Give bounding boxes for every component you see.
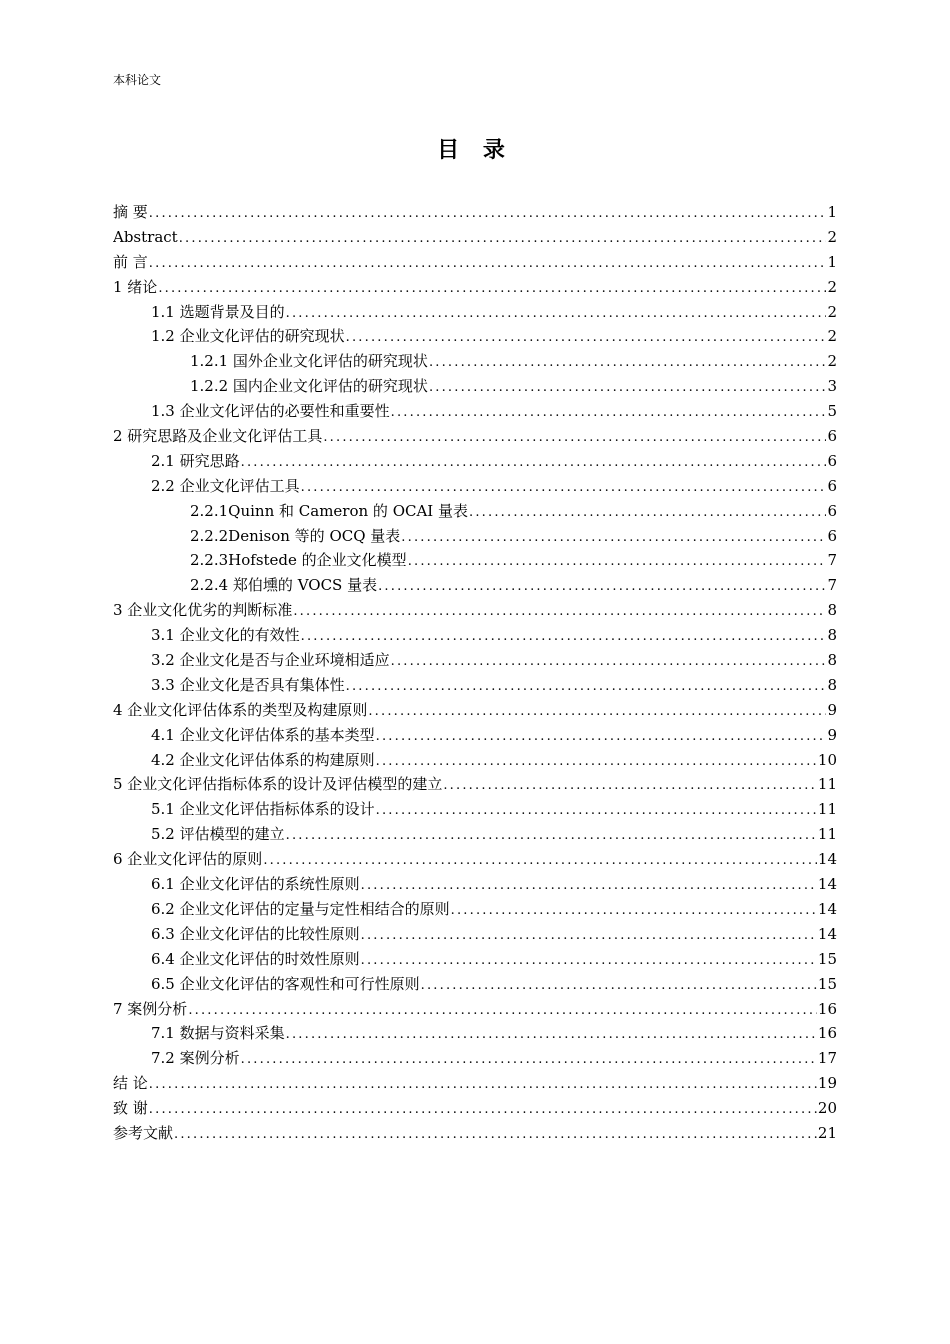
toc-entry[interactable] xyxy=(113,748,837,773)
toc-dot-leader xyxy=(149,202,827,225)
toc-entry-label: 3.1 企业文化的有效性 xyxy=(151,626,300,645)
toc-entry-page-number: 6 xyxy=(827,451,837,470)
toc-entry[interactable] xyxy=(113,847,837,872)
toc-entry-page-number: 5 xyxy=(827,402,837,421)
toc-entry-page-number: 15 xyxy=(817,949,837,968)
toc-entry-label: 6.4 企业文化评估的时效性原则 xyxy=(151,949,360,968)
toc-entry-label: 5 企业文化评估指标体系的设计及评估模型的建立 xyxy=(113,775,443,794)
toc-dot-leader xyxy=(149,252,827,275)
toc-entry-label: 4.2 企业文化评估体系的构建原则 xyxy=(151,750,375,769)
toc-entry[interactable] xyxy=(113,548,837,573)
toc-dot-leader xyxy=(241,451,827,474)
toc-entry-page-number: 10 xyxy=(817,750,837,769)
toc-dot-leader xyxy=(346,675,827,698)
toc-entry-page-number: 9 xyxy=(827,725,837,744)
toc-entry-page-number: 15 xyxy=(817,974,837,993)
toc-entry-page-number: 6 xyxy=(827,427,837,446)
toc-dot-leader xyxy=(429,376,827,399)
toc-entry-label: 6.3 企业文化评估的比较性原则 xyxy=(151,924,360,943)
toc-entry-label: 1.2.1 国外企业文化评估的研究现状 xyxy=(190,352,428,371)
toc-entry-page-number: 14 xyxy=(817,899,837,918)
toc-entry[interactable] xyxy=(113,474,837,499)
toc-entry[interactable] xyxy=(113,424,837,449)
toc-entry-label: 2.2.4 郑伯壎的 VOCS 量表 xyxy=(190,576,378,595)
toc-entry-label: Abstract xyxy=(113,227,178,246)
toc-entry[interactable] xyxy=(113,349,837,374)
toc-entry[interactable] xyxy=(113,399,837,424)
toc-entry-page-number: 6 xyxy=(827,501,837,520)
toc-dot-leader xyxy=(391,650,827,673)
toc-entry-label: 2.1 研究思路 xyxy=(151,451,240,470)
toc-entry-page-number: 7 xyxy=(827,551,837,570)
toc-dot-leader xyxy=(408,550,827,573)
toc-entry[interactable] xyxy=(113,623,837,648)
toc-entry-page-number: 8 xyxy=(827,675,837,694)
toc-entry-page-number: 6 xyxy=(827,476,837,495)
toc-entry-page-number: 2 xyxy=(827,302,837,321)
toc-entry[interactable] xyxy=(113,1121,837,1146)
toc-entry-page-number: 7 xyxy=(827,576,837,595)
toc-entry-page-number: 17 xyxy=(817,1049,837,1068)
toc-entry[interactable] xyxy=(113,573,837,598)
toc-entry[interactable] xyxy=(113,822,837,847)
toc-dot-leader xyxy=(301,476,827,499)
toc-entry-label: 2.2 企业文化评估工具 xyxy=(151,476,300,495)
toc-entry[interactable] xyxy=(113,499,837,524)
toc-dot-leader xyxy=(149,1098,817,1121)
toc-entry[interactable] xyxy=(113,300,837,325)
toc-dot-leader xyxy=(286,824,817,847)
toc-entry-label: 7.2 案例分析 xyxy=(151,1049,240,1068)
toc-entry-label: 1.2 企业文化评估的研究现状 xyxy=(151,327,345,346)
toc-dot-leader xyxy=(391,401,827,424)
toc-entry[interactable] xyxy=(113,723,837,748)
toc-entry-label: 5.1 企业文化评估指标体系的设计 xyxy=(151,800,375,819)
toc-dot-leader xyxy=(263,849,817,872)
toc-entry-page-number: 16 xyxy=(817,999,837,1018)
toc-dot-leader xyxy=(361,874,817,897)
toc-entry[interactable] xyxy=(113,1021,837,1046)
toc-entry[interactable] xyxy=(113,772,837,797)
toc-entry-page-number: 2 xyxy=(827,327,837,346)
toc-entry-label: 6.1 企业文化评估的系统性原则 xyxy=(151,875,360,894)
toc-dot-leader xyxy=(323,426,826,449)
toc-entry[interactable] xyxy=(113,648,837,673)
toc-entry[interactable] xyxy=(113,1046,837,1071)
toc-entry[interactable] xyxy=(113,673,837,698)
toc-entry[interactable] xyxy=(113,947,837,972)
toc-dot-leader xyxy=(451,899,817,922)
toc-entry[interactable] xyxy=(113,449,837,474)
toc-dot-leader xyxy=(361,949,817,972)
toc-entry-page-number: 2 xyxy=(827,352,837,371)
toc-entry[interactable] xyxy=(113,797,837,822)
toc-entry-label: 4 企业文化评估体系的类型及构建原则 xyxy=(113,700,368,719)
toc-entry[interactable] xyxy=(113,250,837,275)
toc-entry[interactable] xyxy=(113,275,837,300)
toc-dot-leader xyxy=(241,1048,817,1071)
toc-entry-page-number: 11 xyxy=(817,800,837,819)
toc-entry-label: 6 企业文化评估的原则 xyxy=(113,850,263,869)
toc-entry-page-number: 19 xyxy=(817,1074,837,1093)
toc-entry-label: 2.2.2Denison 等的 OCQ 量表 xyxy=(190,526,401,545)
toc-entry[interactable] xyxy=(113,872,837,897)
toc-entry-page-number: 6 xyxy=(827,526,837,545)
toc-entry-label: 6.5 企业文化评估的客观性和可行性原则 xyxy=(151,974,420,993)
toc-entry-label: 6.2 企业文化评估的定量与定性相结合的原则 xyxy=(151,899,450,918)
toc-dot-leader xyxy=(179,227,827,250)
toc-entry-label: 4.1 企业文化评估体系的基本类型 xyxy=(151,725,375,744)
page-title: 目 录 xyxy=(437,138,513,163)
toc-entry-label: 参考文献 xyxy=(113,1123,174,1142)
toc-dot-leader xyxy=(469,501,826,524)
toc-dot-leader xyxy=(443,774,817,797)
toc-dot-leader xyxy=(376,799,817,822)
toc-entry[interactable] xyxy=(113,225,837,250)
toc-entry[interactable] xyxy=(113,324,837,349)
toc-entry-page-number: 16 xyxy=(817,1024,837,1043)
toc-dot-leader xyxy=(368,700,826,723)
toc-entry-page-number: 3 xyxy=(827,377,837,396)
toc-entry-page-number: 14 xyxy=(817,875,837,894)
toc-entry-label: 1.3 企业文化评估的必要性和重要性 xyxy=(151,402,390,421)
toc-dot-leader xyxy=(401,526,826,549)
toc-entry[interactable] xyxy=(113,897,837,922)
toc-dot-leader xyxy=(286,302,827,325)
toc-entry-page-number: 8 xyxy=(827,626,837,645)
toc-entry-label: 结 论 xyxy=(113,1074,148,1093)
toc-entry-page-number: 1 xyxy=(827,252,837,271)
toc-entry[interactable] xyxy=(113,200,837,225)
toc-dot-leader xyxy=(378,575,826,598)
toc-entry-label: 2.2.3Hofstede 的企业文化模型 xyxy=(190,551,407,570)
table-of-contents xyxy=(113,200,837,1146)
toc-dot-leader xyxy=(301,625,827,648)
toc-entry-label: 前 言 xyxy=(113,252,148,271)
toc-dot-leader xyxy=(174,1123,817,1146)
toc-dot-leader xyxy=(188,999,817,1022)
header-rule xyxy=(113,93,837,94)
toc-entry-label: 3.2 企业文化是否与企业环境相适应 xyxy=(151,651,390,670)
toc-entry-page-number: 14 xyxy=(817,850,837,869)
toc-dot-leader xyxy=(376,750,817,773)
toc-entry[interactable] xyxy=(113,698,837,723)
toc-entry[interactable] xyxy=(113,997,837,1022)
toc-entry-label: 1 绪论 xyxy=(113,277,158,296)
toc-entry[interactable] xyxy=(113,922,837,947)
toc-entry-label: 1.2.2 国内企业文化评估的研究现状 xyxy=(190,377,428,396)
toc-entry-page-number: 14 xyxy=(817,924,837,943)
toc-entry-label: 2 研究思路及企业文化评估工具 xyxy=(113,427,323,446)
toc-entry-label: 致 谢 xyxy=(113,1099,148,1118)
toc-entry[interactable] xyxy=(113,524,837,549)
toc-entry-page-number: 8 xyxy=(827,601,837,620)
toc-entry-label: 2.2.1Quinn 和 Cameron 的 OCAI 量表 xyxy=(190,501,468,520)
toc-entry-page-number: 9 xyxy=(827,700,837,719)
toc-entry[interactable] xyxy=(113,374,837,399)
toc-dot-leader xyxy=(346,326,827,349)
toc-dot-leader xyxy=(421,974,817,997)
toc-entry-page-number: 2 xyxy=(827,227,837,246)
toc-dot-leader xyxy=(376,725,827,748)
toc-entry-label: 3 企业文化优劣的判断标准 xyxy=(113,601,293,620)
toc-entry-page-number: 1 xyxy=(827,203,837,221)
toc-entry[interactable] xyxy=(113,972,837,997)
toc-entry-page-number: 8 xyxy=(827,651,837,670)
toc-dot-leader xyxy=(429,351,827,374)
toc-entry-label: 5.2 评估模型的建立 xyxy=(151,825,285,844)
toc-dot-leader xyxy=(293,600,826,623)
toc-entry-label: 3.3 企业文化是否具有集体性 xyxy=(151,675,345,694)
toc-dot-leader xyxy=(158,277,826,300)
toc-entry-label: 1.1 选题背景及目的 xyxy=(151,302,285,321)
toc-entry-label: 7.1 数据与资料采集 xyxy=(151,1024,285,1043)
toc-entry[interactable] xyxy=(113,1071,837,1096)
toc-entry-page-number: 2 xyxy=(827,277,837,296)
toc-entry-page-number: 11 xyxy=(817,825,837,844)
toc-entry-label: 7 案例分析 xyxy=(113,999,188,1018)
running-header: 本科论文 xyxy=(113,73,162,87)
toc-entry[interactable] xyxy=(113,598,837,623)
toc-entry-label: 摘 要 xyxy=(113,203,148,221)
toc-entry[interactable] xyxy=(113,1096,837,1121)
toc-dot-leader xyxy=(286,1023,817,1046)
toc-dot-leader xyxy=(361,924,817,947)
toc-entry-page-number: 20 xyxy=(817,1099,837,1118)
toc-entry-page-number: 11 xyxy=(817,775,837,794)
toc-entry-page-number: 21 xyxy=(817,1123,837,1142)
toc-dot-leader xyxy=(149,1073,817,1096)
